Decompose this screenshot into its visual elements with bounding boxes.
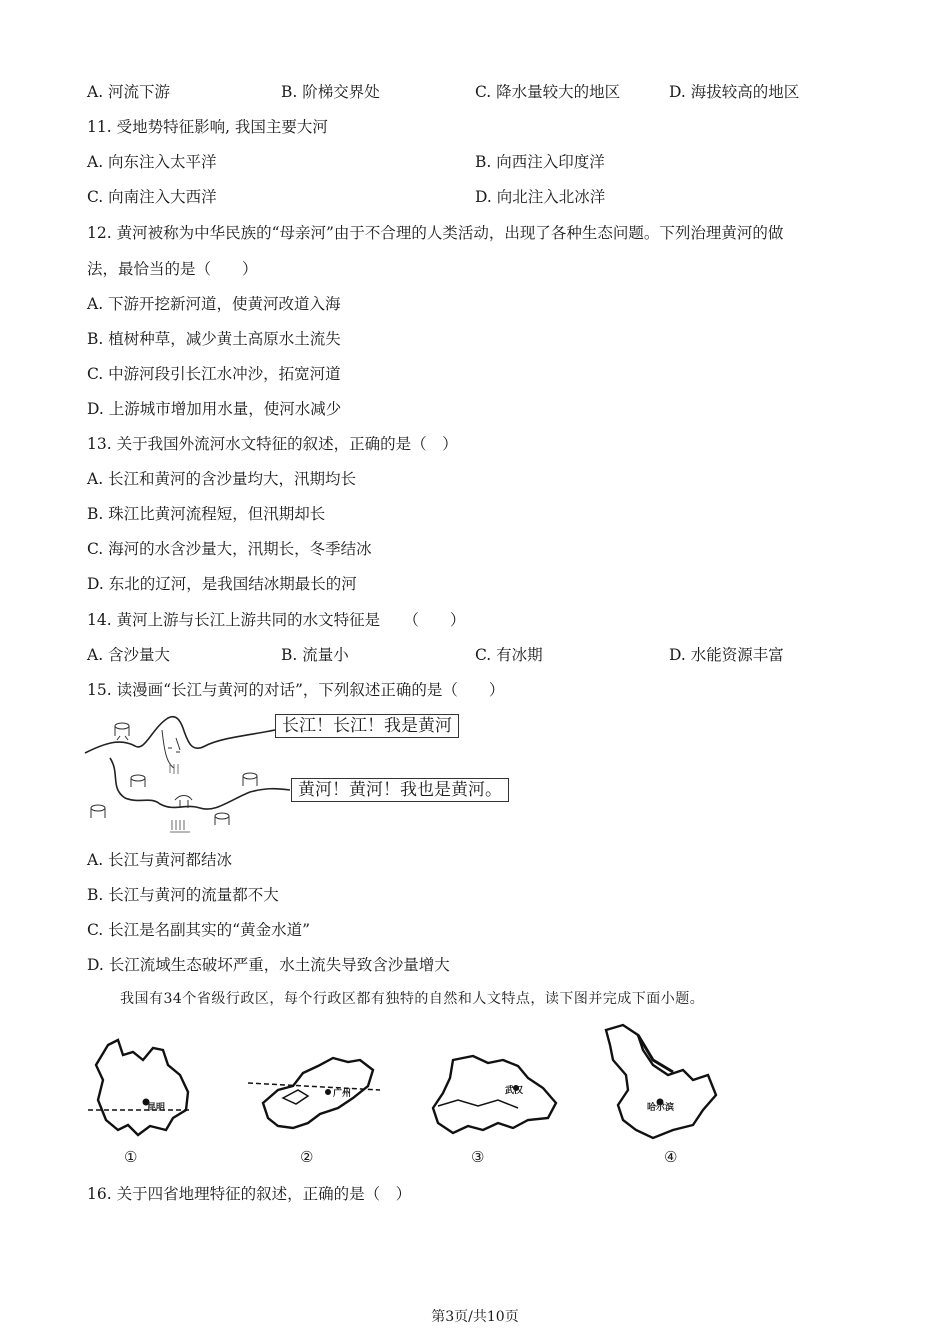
q12-stem-line1: 12. 黄河被称为中华民族的“母亲河”由于不合理的人类活动，出现了各种生态问题。下列治理黄河的做 (87, 224, 784, 242)
map-4-number: ④ (664, 1148, 678, 1166)
q10-option-a: A. 河流下游 (87, 83, 171, 101)
q14-stem: 14. 黄河上游与长江上游共同的水文特征是 （ ） (87, 611, 466, 629)
q14-option-d: D. 水能资源丰富 (669, 646, 784, 664)
page-footer: 第3页/共10页 (431, 1309, 519, 1325)
q13-option-d: D. 东北的辽河，是我国结冰期最长的河 (87, 575, 357, 593)
map-2-number: ② (300, 1148, 314, 1166)
q10-option-c: C. 降水量较大的地区 (475, 83, 621, 101)
cartoon-figure (80, 708, 300, 838)
q11-option-c: C. 向南注入大西洋 (87, 188, 217, 206)
q12-option-a: A. 下游开挖新河道，使黄河改道入海 (87, 295, 341, 313)
q11-option-b: B. 向西注入印度洋 (475, 153, 605, 171)
map-4-city: 哈尔滨 (647, 1103, 675, 1113)
province-map-3 (428, 1048, 563, 1143)
q12-stem-line2: 法，最恰当的是（ ） (87, 260, 258, 278)
section-intro: 我国有34个省级行政区，每个行政区都有独特的自然和人文特点，读下图并完成下面小题。 (120, 991, 705, 1007)
q11-option-a: A. 向东注入太平洋 (87, 153, 217, 171)
map-2-city: 广州 (333, 1089, 352, 1099)
province-map-1 (88, 1030, 198, 1140)
q11-stem: 11. 受地势特征影响, 我国主要大河 (87, 118, 328, 136)
q15-option-c: C. 长江是名副其实的“黄金水道” (87, 921, 311, 939)
q12-option-b: B. 植树种草，减少黄土高原水土流失 (87, 330, 341, 348)
speech-bubble-2: 黄河！黄河！我也是黄河。 (291, 778, 509, 802)
q11-option-d: D. 向北注入北冰洋 (475, 188, 606, 206)
q12-option-d: D. 上游城市增加用水量，使河水减少 (87, 400, 342, 418)
map-1-city: 昆明 (147, 1103, 166, 1113)
q13-option-a: A. 长江和黄河的含沙量均大，汛期均长 (87, 470, 357, 488)
q10-option-d: D. 海拔较高的地区 (669, 83, 800, 101)
q10-option-b: B. 阶梯交界处 (281, 83, 380, 101)
q14-option-c: C. 有冰期 (475, 646, 543, 664)
q15-stem: 15. 读漫画“长江与黄河的对话”，下列叙述正确的是（ ） (87, 681, 505, 699)
q16-stem: 16. 关于四省地理特征的叙述，正确的是（ ） (87, 1185, 412, 1203)
q13-stem: 13. 关于我国外流河水文特征的叙述，正确的是（ ） (87, 435, 458, 453)
speech-bubble-1: 长江！长江！我是黄河 (275, 714, 459, 738)
q14-option-b: B. 流量小 (281, 646, 349, 664)
q13-option-b: B. 珠江比黄河流程短，但汛期却长 (87, 505, 326, 523)
q14-option-a: A. 含沙量大 (87, 646, 171, 664)
map-3-city: 武汉 (505, 1086, 524, 1096)
q13-option-c: C. 海河的水含沙量大，汛期长，冬季结冰 (87, 540, 372, 558)
q12-option-c: C. 中游河段引长江水冲沙，拓宽河道 (87, 365, 341, 383)
q15-option-b: B. 长江与黄河的流量都不大 (87, 886, 279, 904)
q15-option-d: D. 长江流域生态破坏严重，水土流失导致含沙量增大 (87, 956, 450, 974)
province-map-4 (598, 1020, 723, 1145)
q15-option-a: A. 长江与黄河都结冰 (87, 851, 233, 869)
map-3-number: ③ (471, 1148, 485, 1166)
map-1-number: ① (124, 1148, 138, 1166)
province-map-2 (248, 1048, 383, 1138)
